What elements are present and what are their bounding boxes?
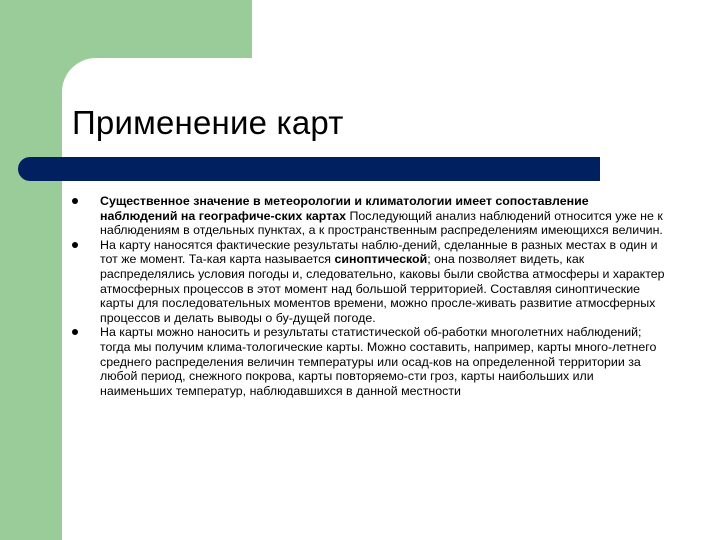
- bullet-dot-icon: [72, 242, 78, 248]
- title-underline-bar: [18, 157, 600, 181]
- bullet-text: ; она позволяет видеть, как распределялись условия погоды и, следовательно, каковы были свойства атмосферы и характер атмосферных процессов в этот момент над большой территорией. Составляя синоптические карты для последовательных моментов времени, можно просле-живать развитие атмосферных процессов и делать выводы о бу-дущей погоде.: [100, 252, 665, 325]
- bullet-item: [72, 194, 668, 238]
- bullet-text: Последующий анализ наблюдений относится уже не к наблюдениям в отдельных пунктах, а к пространственным распределениям имеющихся величин.: [100, 208, 663, 238]
- bullet-bold-text: синоптической: [334, 252, 428, 267]
- bullet-item: [72, 238, 668, 326]
- bullet-dot-icon: [72, 198, 78, 204]
- bullet-text: На карты можно наносить и результаты статистической об-работки многолетних наблюдений; тогда мы получим клима-тологические карты. Можно составить, например, карты много-летнего среднего распределения величин температуры или осад-ков на определенной территории за любой период, снежного покрова, карты повторяемо-сти гроз, карты наибольших или наименьших температур, наблюдавшихся в данной местности: [100, 325, 657, 398]
- bullet-text: На карту наносятся фактические результаты наблю-дений, сделанные в разных местах в один и тот же момент. Та-кая карта называется: [100, 237, 658, 267]
- slide-title: Применение карт: [72, 104, 344, 141]
- bullet-dot-icon: [72, 329, 78, 335]
- bullet-bold-text: Существенное значение в метеорологии и климатологии имеет сопоставление наблюдений на географиче-ских картах: [100, 194, 589, 223]
- bullet-item: [72, 325, 668, 398]
- bullet-list: [72, 194, 668, 398]
